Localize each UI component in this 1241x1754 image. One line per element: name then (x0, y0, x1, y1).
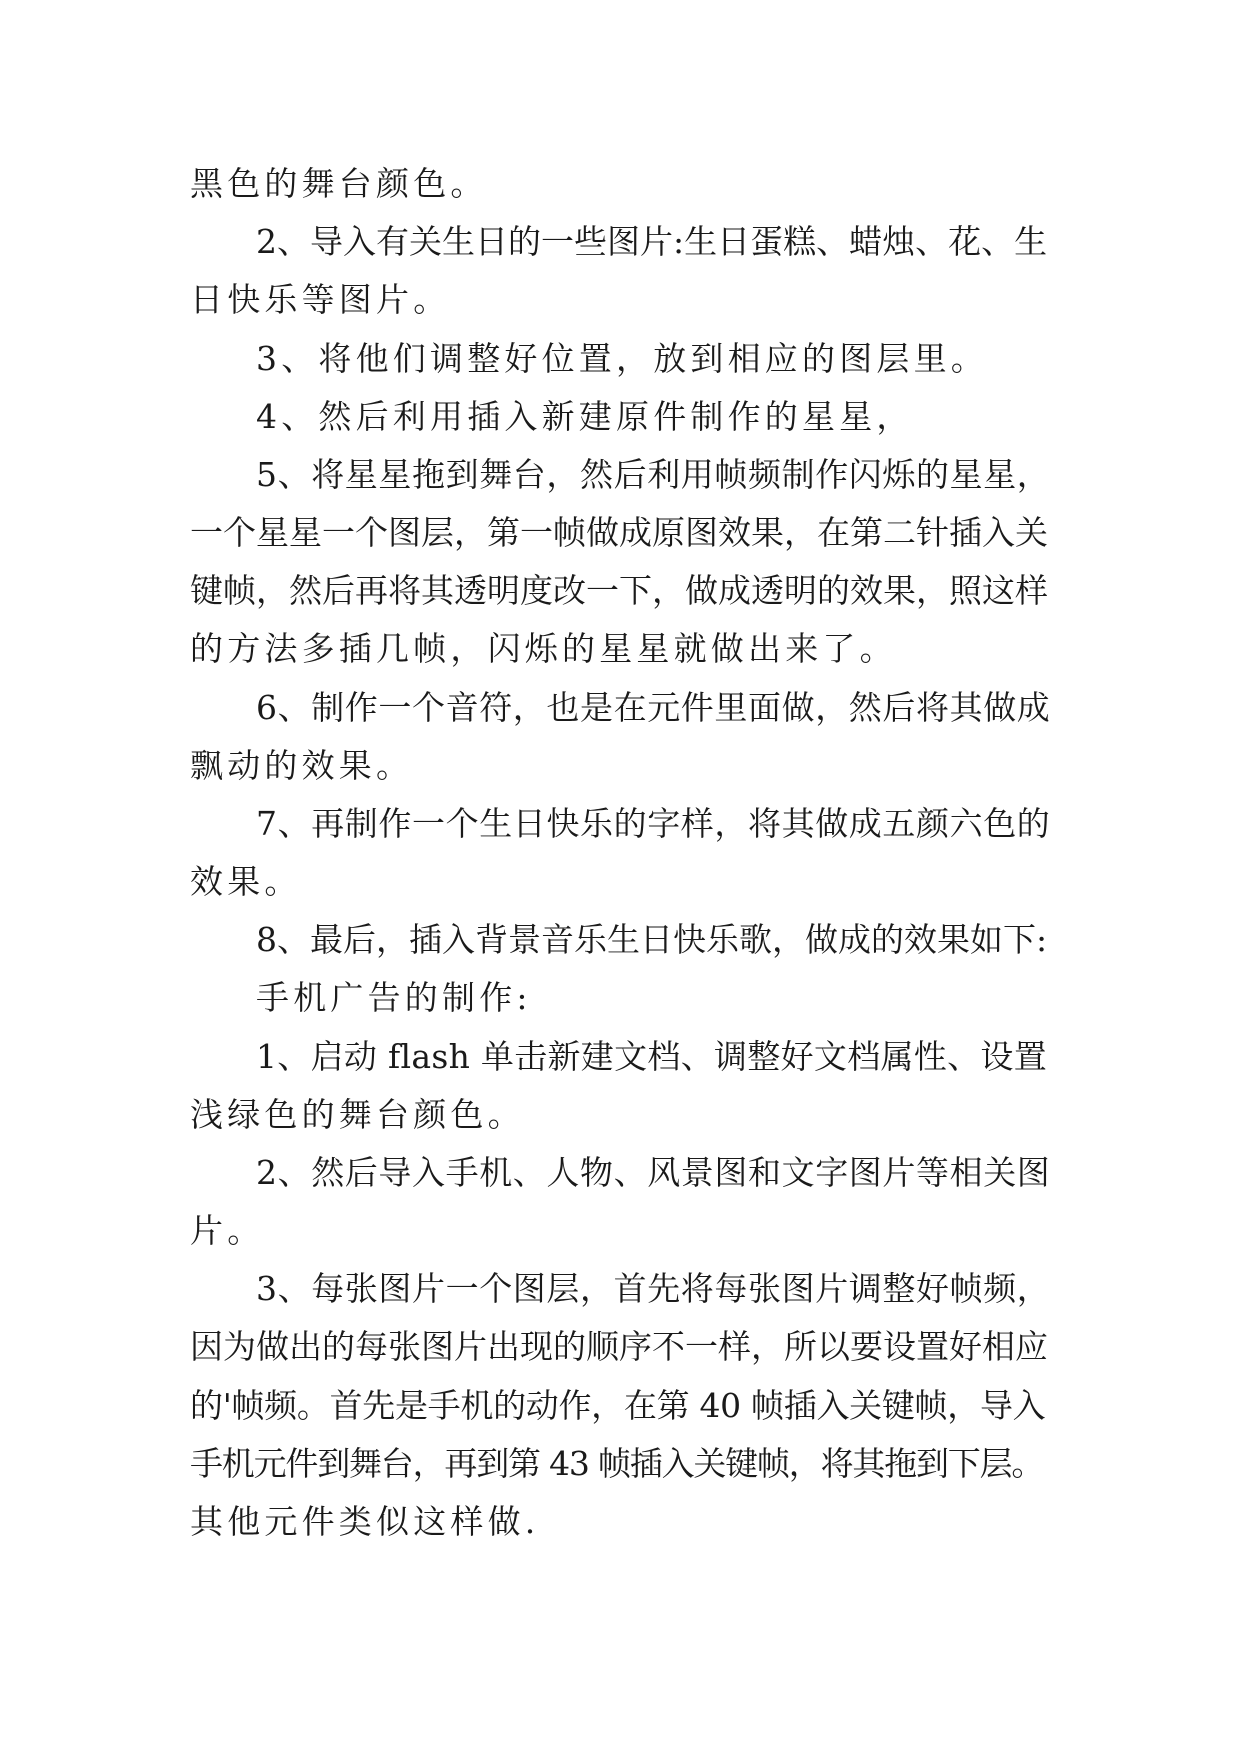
text-line: 效果。 (190, 862, 302, 901)
text-line: 浅绿色的舞台颜色。 (190, 1095, 525, 1134)
text-line: 黑色的舞台颜色。 (190, 164, 488, 203)
text-line: 的'帧频。首先是手机的动作，在第 40 帧插入关键帧，导入 (190, 1386, 1046, 1425)
text-line: 日快乐等图片。 (190, 280, 451, 319)
text-line: 其他元件类似这样做. (190, 1502, 540, 1541)
text-line: 片。 (190, 1211, 265, 1250)
paragraph-start-line: 6、制作一个音符，也是在元件里面做，然后将其做成 (256, 688, 1051, 727)
paragraph-start-line: 4、然后利用插入新建原件制作的星星， (256, 397, 914, 436)
paragraph-start-line: 2、然后导入手机、人物、风景图和文字图片等相关图 (256, 1153, 1051, 1192)
paragraph-start-line: 2、导入有关生日的一些图片:生日蛋糕、蜡烛、花、生 (256, 222, 1048, 261)
paragraph-start-line: 1、启动 flash 单击新建文档、调整好文档属性、设置 (256, 1037, 1048, 1076)
text-line: 的方法多插几帧，闪烁的星星就做出来了。 (190, 629, 897, 668)
text-line: 飘动的效果。 (190, 746, 414, 785)
section-heading: 手机广告的制作: (256, 978, 532, 1017)
text-line: 一个星星一个图层，第一帧做成原图效果，在第二针插入关 (190, 513, 1048, 552)
paragraph-start-line: 3、每张图片一个图层，首先将每张图片调整好帧频， (256, 1269, 1051, 1308)
text-line: 因为做出的每张图片出现的顺序不一样，所以要设置好相应 (190, 1327, 1048, 1366)
paragraph-start-line: 3、将他们调整好位置，放到相应的图层里。 (256, 339, 988, 378)
text-line: 手机元件到舞台，再到第 43 帧插入关键帧，将其拖到下层。 (190, 1444, 1044, 1483)
paragraph-start-line: 5、将星星拖到舞台，然后利用帧频制作闪烁的星星， (256, 455, 1051, 494)
paragraph-start-line: 8、最后，插入背景音乐生日快乐歌，做成的效果如下: (256, 920, 1048, 959)
paragraph-start-line: 7、再制作一个生日快乐的字样，将其做成五颜六色的 (256, 804, 1051, 843)
text-line: 键帧，然后再将其透明度改一下，做成透明的效果，照这样 (190, 571, 1048, 610)
